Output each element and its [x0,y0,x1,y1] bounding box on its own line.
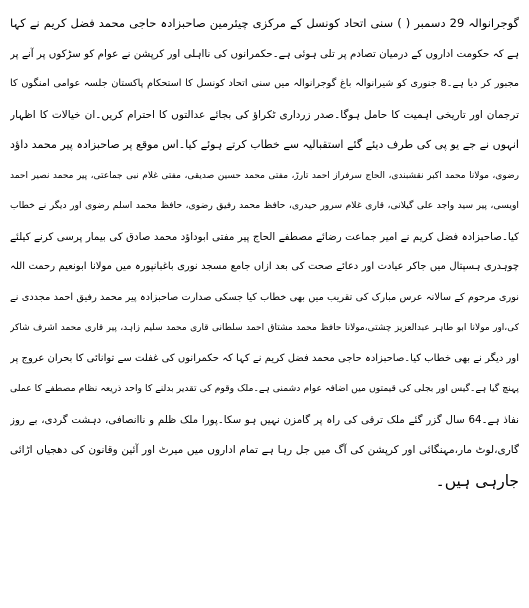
article-line: ترجمان اور تاریخی اہمیت کا حامل ہوگا۔صدر زرداری ٹکراؤ کی بجائے عدالتوں کا احترام کریں۔ان خیالات کا اظہار [10,108,519,121]
article-line: جارہی ہیں۔ [435,471,519,490]
article-line: پہنچ گیا ہے۔گیس اور بجلی کی قیمتوں میں اضافہ عوام دشمنی ہے۔ملک وقوم کی تقدیر بدلنے کا واحد ذریعہ نظام مصطفے کا عملی [10,383,519,394]
article-line: مجبور کر دیا ہے۔8 جنوری کو شیرانوالہ باغ گوجرانوالہ میں سنی اتحاد کونسل کا استحکام پاکستان جلسہ عوامی امنگوں کا [10,78,519,89]
article-line: کی،اور مولانا ابو طاہر عبدالعزیز چشتی،مولانا حافظ محمد مشتاق احمد سلطانی قاری محمد سلیم زاہد، پیر قاری محمد اشرف شاکر [10,323,519,333]
article-line: نوری مرحوم کے سالانہ عرس مبارک کی تقریب میں بھی خطاب کیا جسکی صدارت صاحبزادہ پیر محمد رفیق احمد مجددی نے [10,291,519,303]
article-line: اور دیگر نے بھی خطاب کیا۔صاحبزادہ حاجی محمد فضل کریم نے کہا کہ حکمرانوں کی غفلت سے توانائی کا بحران عروج پر [10,352,519,364]
article-line: انہوں نے جے یو پی کی طرف دیئے گئے استقبالیہ سے خطاب کرتے ہوئے کیا۔اس موقع پر صاحبزادہ پیر محمد داؤد [10,138,519,151]
article-body [10,8,519,496]
article-line: اویسی، پیر سید واجد علی گیلانی، قاری غلام سرور حیدری، حافظ محمد رفیق رضوی، حافظ محمد اسلم رضوی اور دیگر نے خطاب [10,200,519,211]
article-line: ہے کہ حکومت اداروں کے درمیان تصادم پر تلی ہوئی ہے۔حکمرانوں کی نااہلی اور کرپشن نے عوام کو سڑکوں پر آنے پر [10,47,519,60]
article-line: کیا۔صاحبزادہ فضل کریم نے امیر جماعت رضائے مصطفے الحاج پیر مفتی ابوداؤد محمد صادق کی بیمار پرسی کرنے کیلئے [10,230,519,243]
article-line: نفاذ ہے۔64 سال گزر گئے ملک ترقی کی راہ پر گامزن نہیں ہو سکا۔پورا ملک ظلم و ناانصافی، دہشت گردی، بے روز [10,413,519,426]
article-line: گوجرانوالہ 29 دسمبر ( ) سنی اتحاد کونسل کے مرکزی چیئرمین صاحبزادہ حاجی محمد فضل کریم نے کہا [10,16,519,30]
article-line: رضوی، مولانا محمد اکبر نقشبندی، الحاج سرفراز احمد تارڑ، مفتی محمد حسین صدیقی، مفتی غلام نبی جماعتی، پیر محمد نصیر احمد [10,170,519,181]
article-line: چوہدری ہسپتال میں جاکر عیادت اور دعائے صحت کی بعد ازاں جامع مسجد نوری باغبانپورہ میں مولانا ابونعیم رحمت اللہ [10,261,519,272]
article-line: گاری،لوٹ مار،مہنگائی اور کرپشن کی آگ میں جل رہا ہے تمام اداروں میں میرٹ اور آئین وقانون کی دھجیاں اڑائی [10,444,519,456]
